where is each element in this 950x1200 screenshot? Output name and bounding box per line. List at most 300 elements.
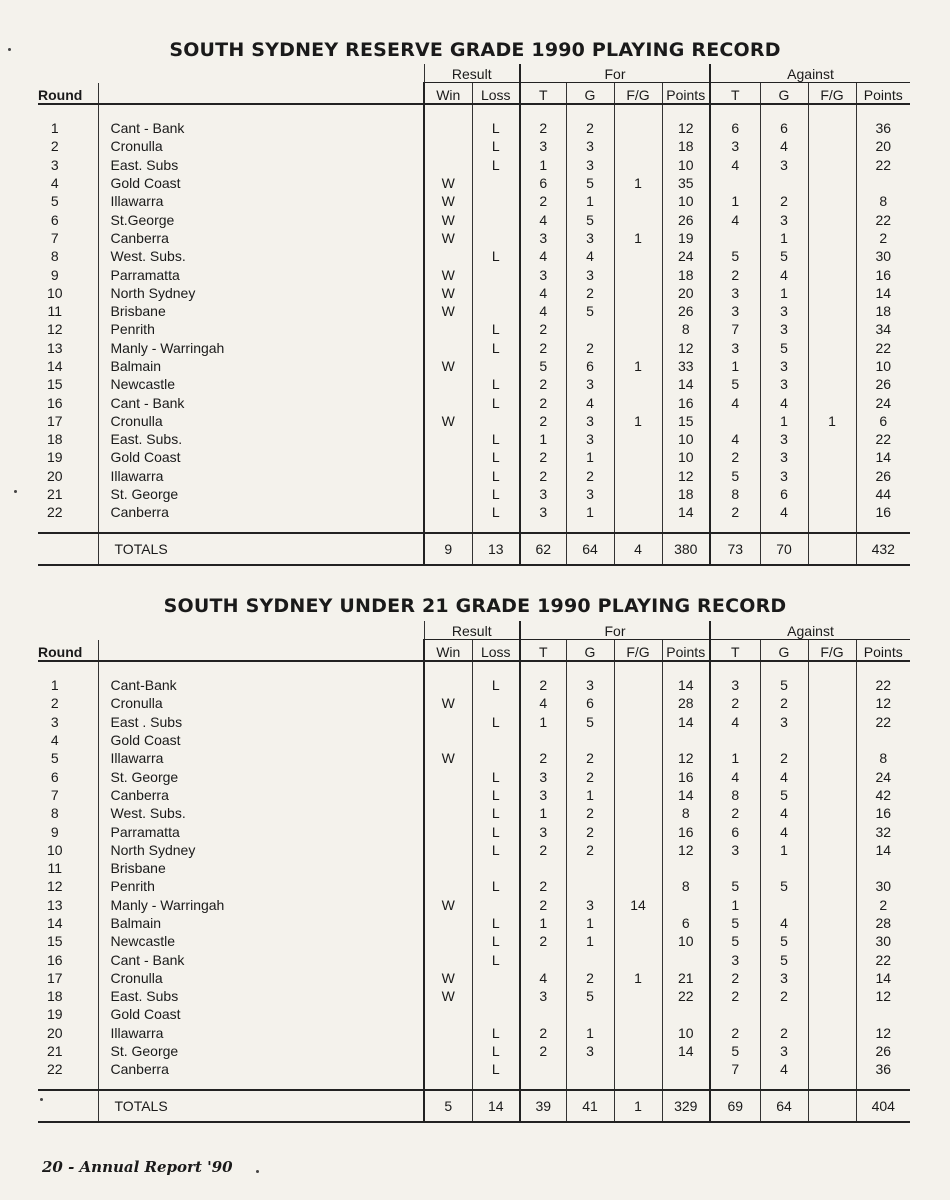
opponent-cell: Manly - Warringah: [98, 896, 424, 914]
against-goals-cell: 1: [760, 229, 808, 247]
table-row: [38, 932, 910, 950]
for-points-cell: 14: [662, 786, 710, 804]
totals-for-goals-cell: 64: [566, 533, 614, 565]
against-field-goals-cell: [808, 914, 856, 932]
round-cell: 10: [46, 841, 63, 858]
loss-cell: [472, 174, 520, 192]
for-points-cell: 18: [662, 485, 710, 503]
against-points-cell: 22: [856, 339, 910, 357]
round-cell: 22: [46, 504, 63, 521]
totals-against-goals-cell: 64: [760, 1090, 808, 1122]
win-cell: [424, 137, 472, 155]
against-field-goals-cell: [808, 694, 856, 712]
table-row: [38, 247, 910, 265]
for-field-goals-cell: [614, 822, 662, 840]
win-cell: [424, 247, 472, 265]
for-field-goals-cell: 1: [614, 174, 662, 192]
for-points-cell: 10: [662, 1024, 710, 1042]
against-field-goals-cell: [808, 393, 856, 411]
against-goals-cell: 5: [760, 877, 808, 895]
against-field-goals-cell: [808, 339, 856, 357]
table-row: [38, 339, 910, 357]
for-goals-cell: [566, 877, 614, 895]
round-cell: 20: [46, 1024, 63, 1041]
against-tries-cell: 3: [710, 676, 760, 694]
for-goals-cell: 1: [566, 932, 614, 950]
win-cell: [424, 914, 472, 932]
loss-cell: L: [472, 786, 520, 804]
for-tries-cell: [520, 731, 566, 749]
for-field-goals-cell: [614, 192, 662, 210]
round-cell: 18: [46, 431, 63, 448]
round-cell: 16: [46, 394, 63, 411]
against-field-goals-cell: [808, 749, 856, 767]
loss-cell: L: [472, 877, 520, 895]
for-tries-cell: 2: [520, 896, 566, 914]
against-points-cell: 8: [856, 749, 910, 767]
loss-cell: [472, 412, 520, 430]
opponent-cell: Manly - Warringah: [98, 339, 424, 357]
opponent-cell: St. George: [98, 485, 424, 503]
against-goals-cell: 5: [760, 932, 808, 950]
against-points-cell: 36: [856, 1060, 910, 1078]
for-points-cell: [662, 1060, 710, 1078]
for-tries-cell: 1: [520, 804, 566, 822]
loss-cell: [472, 896, 520, 914]
reserve-grade-title: SOUTH SYDNEY RESERVE GRADE 1990 PLAYING RECORD: [169, 39, 781, 61]
round-header: Round: [38, 640, 98, 662]
for-field-goals-cell: [614, 1024, 662, 1042]
against-field-goals-cell: [808, 357, 856, 375]
against-field-goals-cell: [808, 877, 856, 895]
result-group-header: Result: [424, 64, 520, 83]
loss-cell: [472, 265, 520, 283]
against-points-cell: 10: [856, 357, 910, 375]
round-cell: 1: [50, 120, 59, 137]
against-goals-cell: 3: [760, 156, 808, 174]
for-tries-cell: 2: [520, 375, 566, 393]
for-field-goals-cell: [614, 430, 662, 448]
opponent-cell: Cant-Bank: [98, 676, 424, 694]
for-points-cell: 28: [662, 694, 710, 712]
loss-cell: L: [472, 841, 520, 859]
loss-cell: L: [472, 430, 520, 448]
for-field-goals-cell: [614, 859, 662, 877]
table-row: [38, 467, 910, 485]
against-goals-cell: 5: [760, 247, 808, 265]
win-cell: W: [424, 210, 472, 228]
for-field-goals-cell: [614, 914, 662, 932]
scan-speck: [14, 490, 17, 493]
column-header-row: [38, 640, 910, 662]
against-points-cell: 22: [856, 676, 910, 694]
result-group-header: Result: [424, 621, 520, 640]
for-tries-cell: 4: [520, 284, 566, 302]
against-tries-cell: 2: [710, 265, 760, 283]
for-tries-cell: 3: [520, 265, 566, 283]
against-tries-cell: 5: [710, 467, 760, 485]
table-row: [38, 1042, 910, 1060]
against-tries-cell: 4: [710, 156, 760, 174]
against-points-cell: 14: [856, 448, 910, 466]
against-group-header: Against: [710, 621, 910, 640]
for-goals-cell: 5: [566, 302, 614, 320]
against-tries-cell: 2: [710, 804, 760, 822]
win-cell: W: [424, 412, 472, 430]
against-points-cell: 30: [856, 877, 910, 895]
loss-cell: L: [472, 1042, 520, 1060]
scan-speck: [256, 1170, 259, 1173]
loss-cell: L: [472, 676, 520, 694]
against-points-cell: 8: [856, 192, 910, 210]
opponent-cell: East . Subs: [98, 713, 424, 731]
table-row: [38, 412, 910, 430]
against-goals-cell: 1: [760, 841, 808, 859]
for-fg-header: F/G: [614, 640, 662, 662]
table-row: [38, 676, 910, 694]
round-header: Round: [38, 83, 98, 105]
round-cell: 14: [46, 915, 63, 931]
against-goals-cell: 4: [760, 503, 808, 521]
win-cell: [424, 503, 472, 521]
table-row: [38, 896, 910, 914]
for-goals-cell: 2: [566, 969, 614, 987]
against-field-goals-cell: [808, 676, 856, 694]
for-field-goals-cell: [614, 694, 662, 712]
win-cell: W: [424, 694, 472, 712]
against-field-goals-cell: [808, 859, 856, 877]
against-goals-cell: 4: [760, 822, 808, 840]
for-points-cell: 14: [662, 503, 710, 521]
round-cell: 20: [46, 467, 63, 484]
loss-cell: L: [472, 932, 520, 950]
against-goals-cell: 2: [760, 694, 808, 712]
table-row: [38, 877, 910, 895]
for-field-goals-cell: [614, 393, 662, 411]
against-field-goals-cell: [808, 767, 856, 785]
table-row: [38, 192, 910, 210]
against-goals-cell: 1: [760, 412, 808, 430]
for-points-cell: 20: [662, 284, 710, 302]
table-row: [38, 119, 910, 137]
round-cell: 9: [50, 823, 59, 840]
table-row: [38, 430, 910, 448]
against-tries-cell: 5: [710, 877, 760, 895]
for-tries-cell: 4: [520, 694, 566, 712]
loss-cell: L: [472, 914, 520, 932]
against-points-cell: 14: [856, 284, 910, 302]
against-tries-cell: 8: [710, 485, 760, 503]
against-points-header: Points: [856, 83, 910, 105]
against-points-cell: 22: [856, 430, 910, 448]
for-goals-cell: 4: [566, 393, 614, 411]
against-goals-cell: 2: [760, 1024, 808, 1042]
for-tries-cell: [520, 950, 566, 968]
round-cell: 7: [50, 786, 59, 803]
for-points-cell: 8: [662, 877, 710, 895]
against-goals-cell: 3: [760, 430, 808, 448]
against-tries-cell: [710, 229, 760, 247]
loss-cell: L: [472, 804, 520, 822]
for-goals-cell: 3: [566, 896, 614, 914]
for-goals-cell: 1: [566, 914, 614, 932]
for-goals-cell: 1: [566, 192, 614, 210]
round-cell: 7: [50, 229, 59, 246]
for-tries-cell: 1: [520, 156, 566, 174]
totals-row: [38, 533, 910, 565]
against-goals-cell: 2: [760, 987, 808, 1005]
for-goals-cell: 5: [566, 174, 614, 192]
loss-header: Loss: [472, 640, 520, 662]
against-points-cell: 24: [856, 767, 910, 785]
for-points-cell: 33: [662, 357, 710, 375]
for-field-goals-cell: [614, 467, 662, 485]
totals-for-tries-cell: 62: [520, 533, 566, 565]
against-points-cell: 20: [856, 137, 910, 155]
for-points-cell: [662, 950, 710, 968]
for-field-goals-cell: 1: [614, 357, 662, 375]
table-row: [38, 859, 910, 877]
against-points-cell: 12: [856, 987, 910, 1005]
for-field-goals-cell: [614, 284, 662, 302]
loss-cell: L: [472, 156, 520, 174]
for-tries-cell: 3: [520, 767, 566, 785]
for-tries-cell: [520, 859, 566, 877]
against-goals-cell: [760, 174, 808, 192]
against-goals-cell: 6: [760, 485, 808, 503]
opponent-cell: St.George: [98, 210, 424, 228]
table-row: [38, 265, 910, 283]
for-goals-cell: [566, 950, 614, 968]
win-cell: [424, 767, 472, 785]
round-cell: 4: [50, 732, 59, 749]
against-fg-header: F/G: [808, 83, 856, 105]
against-field-goals-cell: [808, 713, 856, 731]
for-goals-cell: 4: [566, 247, 614, 265]
totals-against-field-goals-cell: [808, 1090, 856, 1122]
against-field-goals-cell: [808, 137, 856, 155]
opponent-cell: Illawarra: [98, 467, 424, 485]
for-tries-cell: 1: [520, 430, 566, 448]
opponent-cell: Canberra: [98, 503, 424, 521]
against-goals-cell: 3: [760, 448, 808, 466]
against-points-cell: 44: [856, 485, 910, 503]
opponent-cell: Brisbane: [98, 859, 424, 877]
win-cell: [424, 877, 472, 895]
against-points-cell: 18: [856, 302, 910, 320]
round-cell: 11: [47, 860, 63, 877]
win-cell: W: [424, 174, 472, 192]
against-field-goals-cell: [808, 841, 856, 859]
against-tries-cell: [710, 859, 760, 877]
for-field-goals-cell: [614, 302, 662, 320]
against-points-cell: 30: [856, 932, 910, 950]
for-field-goals-cell: [614, 749, 662, 767]
opponent-cell: West. Subs.: [98, 804, 424, 822]
reserve-grade-table: [38, 64, 910, 566]
against-tries-cell: 5: [710, 932, 760, 950]
against-tries-cell: 3: [710, 137, 760, 155]
win-cell: [424, 804, 472, 822]
for-points-cell: 10: [662, 156, 710, 174]
for-points-cell: 26: [662, 210, 710, 228]
table-row: [38, 485, 910, 503]
against-field-goals-cell: [808, 1024, 856, 1042]
for-points-cell: 16: [662, 822, 710, 840]
for-field-goals-cell: [614, 448, 662, 466]
opponent-header: [98, 640, 424, 662]
for-tries-cell: 4: [520, 969, 566, 987]
opponent-cell: West. Subs.: [98, 247, 424, 265]
for-points-cell: 12: [662, 467, 710, 485]
opponent-cell: Gold Coast: [98, 731, 424, 749]
round-cell: 16: [46, 951, 63, 968]
against-goals-cell: [760, 1005, 808, 1023]
for-t-header: T: [520, 640, 566, 662]
against-goals-cell: 6: [760, 119, 808, 137]
for-tries-cell: 3: [520, 137, 566, 155]
for-goals-cell: 3: [566, 430, 614, 448]
for-goals-cell: 2: [566, 804, 614, 822]
loss-cell: L: [472, 503, 520, 521]
against-points-cell: 26: [856, 467, 910, 485]
against-goals-cell: 3: [760, 302, 808, 320]
table-row: [38, 393, 910, 411]
against-points-cell: 12: [856, 694, 910, 712]
opponent-cell: St. George: [98, 1042, 424, 1060]
for-points-cell: [662, 896, 710, 914]
round-cell: 10: [46, 284, 63, 301]
loss-cell: [472, 357, 520, 375]
for-tries-cell: 2: [520, 676, 566, 694]
table-row: [38, 749, 910, 767]
against-field-goals-cell: [808, 503, 856, 521]
for-points-cell: 35: [662, 174, 710, 192]
round-cell: 17: [46, 969, 63, 986]
for-field-goals-cell: 14: [614, 896, 662, 914]
opponent-cell: East. Subs: [98, 156, 424, 174]
for-points-cell: 14: [662, 713, 710, 731]
opponent-cell: Cronulla: [98, 137, 424, 155]
opponent-cell: Balmain: [98, 914, 424, 932]
against-points-cell: [856, 731, 910, 749]
for-tries-cell: 2: [520, 320, 566, 338]
win-cell: [424, 859, 472, 877]
for-goals-cell: 2: [566, 767, 614, 785]
table-row: [38, 950, 910, 968]
against-tries-cell: 1: [710, 192, 760, 210]
against-points-cell: 22: [856, 156, 910, 174]
totals-against-goals-cell: 70: [760, 533, 808, 565]
for-tries-cell: 1: [520, 713, 566, 731]
against-tries-cell: 3: [710, 284, 760, 302]
against-field-goals-cell: [808, 284, 856, 302]
against-tries-cell: 5: [710, 1042, 760, 1060]
totals-for-points-cell: 329: [662, 1090, 710, 1122]
win-cell: [424, 822, 472, 840]
for-points-header: Points: [662, 83, 710, 105]
opponent-cell: East. Subs: [98, 987, 424, 1005]
opponent-cell: North Sydney: [98, 841, 424, 859]
against-goals-cell: 5: [760, 950, 808, 968]
table-row: [38, 284, 910, 302]
totals-win-cell: 9: [424, 533, 472, 565]
for-points-cell: 19: [662, 229, 710, 247]
round-cell: 19: [46, 449, 63, 466]
for-goals-cell: 3: [566, 676, 614, 694]
against-points-cell: 16: [856, 503, 910, 521]
for-tries-cell: 2: [520, 1042, 566, 1060]
win-cell: [424, 932, 472, 950]
totals-row: [38, 1090, 910, 1122]
table-row: [38, 786, 910, 804]
against-goals-cell: 4: [760, 804, 808, 822]
column-header-row: [38, 83, 910, 105]
win-cell: [424, 676, 472, 694]
for-goals-cell: [566, 320, 614, 338]
against-field-goals-cell: [808, 822, 856, 840]
table-row: [38, 822, 910, 840]
win-cell: [424, 1024, 472, 1042]
win-cell: W: [424, 969, 472, 987]
loss-cell: [472, 694, 520, 712]
against-goals-cell: 4: [760, 914, 808, 932]
for-field-goals-cell: [614, 1060, 662, 1078]
round-cell: 15: [46, 933, 63, 950]
against-points-cell: 22: [856, 713, 910, 731]
for-tries-cell: 2: [520, 1024, 566, 1042]
against-points-cell: 14: [856, 841, 910, 859]
round-cell: 8: [50, 805, 59, 822]
against-goals-cell: 4: [760, 393, 808, 411]
win-cell: [424, 786, 472, 804]
for-goals-cell: 5: [566, 987, 614, 1005]
against-field-goals-cell: [808, 467, 856, 485]
against-goals-cell: 4: [760, 265, 808, 283]
for-points-cell: 14: [662, 375, 710, 393]
against-points-cell: 26: [856, 1042, 910, 1060]
against-points-cell: 16: [856, 804, 910, 822]
loss-cell: [472, 1005, 520, 1023]
against-points-cell: 24: [856, 393, 910, 411]
for-field-goals-cell: [614, 1005, 662, 1023]
win-cell: [424, 430, 472, 448]
for-field-goals-cell: [614, 210, 662, 228]
round-cell: 19: [46, 1006, 63, 1023]
round-cell: 8: [50, 248, 59, 265]
for-field-goals-cell: [614, 247, 662, 265]
opponent-cell: Illawarra: [98, 192, 424, 210]
loss-cell: L: [472, 320, 520, 338]
totals-against-tries-cell: 69: [710, 1090, 760, 1122]
against-field-goals-cell: [808, 375, 856, 393]
against-points-cell: 2: [856, 896, 910, 914]
for-tries-cell: 2: [520, 393, 566, 411]
against-goals-cell: 4: [760, 1060, 808, 1078]
against-points-cell: 2: [856, 229, 910, 247]
against-field-goals-cell: [808, 265, 856, 283]
for-field-goals-cell: [614, 137, 662, 155]
opponent-cell: Illawarra: [98, 1024, 424, 1042]
against-field-goals-cell: [808, 1060, 856, 1078]
table-row: [38, 357, 910, 375]
for-field-goals-cell: [614, 841, 662, 859]
against-field-goals-cell: [808, 485, 856, 503]
for-field-goals-cell: [614, 932, 662, 950]
for-goals-cell: 2: [566, 467, 614, 485]
for-field-goals-cell: [614, 767, 662, 785]
for-tries-cell: 2: [520, 339, 566, 357]
